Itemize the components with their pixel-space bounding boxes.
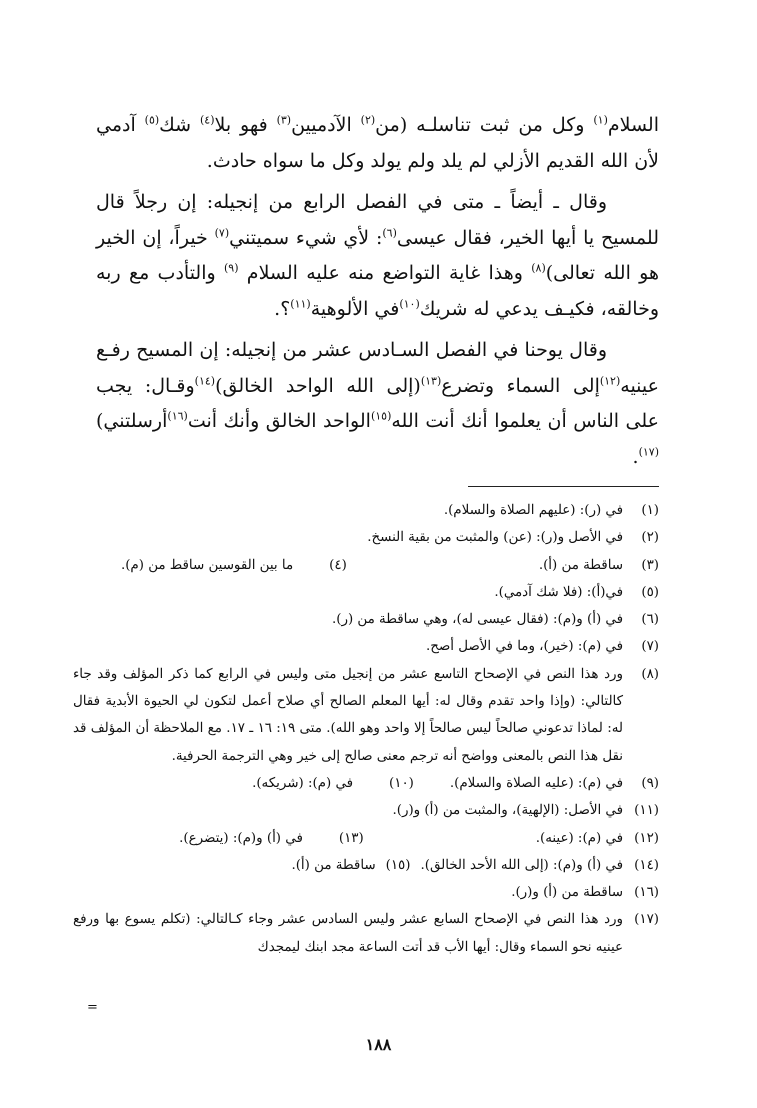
text-run: شك <box>159 114 200 136</box>
footnote-pair <box>252 770 623 797</box>
footnote-2 <box>73 524 659 551</box>
footnote-7 <box>73 633 659 660</box>
footnote-text: في (م): (شريكه). <box>252 775 354 791</box>
footnote-number: (٩) <box>641 775 659 791</box>
text-run: آدمي لأن الله القديم الأزلي لم يلد ولم يولد وكل ما سواه حادث. <box>96 114 659 172</box>
footnote-number: (١٠) <box>389 775 414 791</box>
footnote-text: ساقطة من (أ). <box>538 557 623 573</box>
footnote-number: (٤) <box>329 557 347 573</box>
text-run: وقـال: يجب على الناس أن يعلموا أنك أنت الله <box>96 374 660 432</box>
footnote-9-10 <box>73 770 659 797</box>
text-run: : لأي شيء سميتني <box>229 226 383 249</box>
footnote-text: في (م): (عليه الصلاة والسلام). <box>449 775 623 791</box>
footnote-text: في(أ): (فلا شك آدمي). <box>494 584 623 600</box>
footnote-text: ساقطة من (أ). <box>291 857 376 873</box>
footnote-text: ساقطة من (أ) و(ر). <box>511 885 623 901</box>
main-text <box>96 108 659 481</box>
footnote-number: (١) <box>641 503 659 518</box>
footnote-text: في (م): (عينه). <box>535 830 623 846</box>
footnotes <box>73 497 659 961</box>
footnote-ref[interactable]: (٨) <box>531 261 546 275</box>
footnote-ref[interactable]: (٢) <box>360 113 376 127</box>
paragraph-3 <box>96 333 659 475</box>
footnote-8 <box>73 661 659 770</box>
text-run: وقال ـ أيضاً ـ متى في الفصل الرابع من إنجيله: إن رجلاً قال للمسيح يا أيها الخير، فقال عيسى <box>96 191 659 249</box>
footnote-1 <box>73 497 659 524</box>
footnote-17 <box>73 906 659 961</box>
text-run: ؟. <box>274 297 291 320</box>
paragraph-1 <box>96 108 659 179</box>
text-run: أرسلتني) <box>96 410 168 432</box>
text-run: إلى السماء وتضرع <box>441 374 600 397</box>
footnote-ref[interactable]: (١٥) <box>370 409 392 423</box>
footnote-pair <box>179 825 623 852</box>
footnote-spacer <box>400 825 500 852</box>
footnote-number: (١٢) <box>634 830 659 846</box>
footnote-number: (١٧) <box>634 912 659 928</box>
footnote-text: في (ر): (عليهم الصلاة والسلام). <box>443 503 623 518</box>
footnote-number: (١٤) <box>634 857 659 873</box>
footnote-ref[interactable]: (١) <box>593 113 608 127</box>
footnote-text: ورد هذا النص في الإصحاح التاسع عشر من إنجيل متى وليس في الرابع كما ذكر المؤلف وقد جاء كالتالي: (وإذا واحد تقدم وقال له: أيها المعلم الصالح أي صلاح أعمل لتكون لي الحيوة الأبدية فقال له: لماذا تدعوني صالحاً ليس صالحاً إلا واحد وهو الله). متى ١٩: ١٦ ـ ١٧. مع الملاحظة أن المؤلف قد نقل هذا النص بالمعنى وواضح أنه ترجم معنى صالح إلى خير وهي الترجمة الحرفية. <box>73 666 623 764</box>
paragraph-2 <box>96 185 659 327</box>
text-run: الآدميين <box>291 114 361 136</box>
footnote-number: (٥) <box>641 584 659 600</box>
footnote-text: ما بين القوسين ساقط من (م). <box>120 557 294 573</box>
footnote-3-4 <box>73 552 659 579</box>
text-run: والتأدب مع ربه وخالقه، فكيـف يدعي له شريك <box>96 262 659 320</box>
footnote-text: في (أ) و(م): (فقال عيسى له)، وهي ساقطة من (ر). <box>332 612 623 628</box>
footnote-number: (١١) <box>634 803 659 819</box>
footnote-ref[interactable]: (٧) <box>214 226 230 240</box>
footnote-ref[interactable]: (٤) <box>199 113 215 127</box>
footnote-divider <box>468 486 659 487</box>
footnote-text: في (أ) و(م): (يتضرع). <box>179 830 303 846</box>
text-run: وكل من ثبت تناسلـه <box>407 114 594 136</box>
footnote-number: (٧) <box>641 639 659 655</box>
footnote-number: (١٥) <box>385 857 411 873</box>
footnote-pair <box>291 852 623 879</box>
footnote-12-13 <box>73 825 659 852</box>
footnote-14-15 <box>73 852 659 879</box>
footnote-text: في الأصل: (الإلهية)، والمثبت من (أ) و(ر). <box>392 803 623 819</box>
footnote-pair <box>121 552 623 579</box>
footnote-ref[interactable]: (١٤) <box>194 374 216 388</box>
text-run: فهو بلا <box>214 114 277 136</box>
footnote-text: في (م): (خير)، وما في الأصل أصح. <box>426 639 623 655</box>
footnote-11 <box>73 797 659 824</box>
footnote-text: في (أ) و(م): (إلى الله الأحد الخالق). <box>420 857 623 873</box>
footnote-ref[interactable]: (١٧) <box>638 445 659 459</box>
footnote-number: (٣) <box>641 557 659 573</box>
footnote-ref[interactable]: (١٠) <box>399 297 420 311</box>
text-run: (من <box>375 114 408 136</box>
footnote-5 <box>73 579 659 606</box>
footnote-text-secondary <box>383 552 503 579</box>
footnote-16 <box>73 879 659 906</box>
footnote-text: في الأصل و(ر): (عن) والمثبت من بقية النسخ. <box>367 530 623 546</box>
footnote-ref[interactable]: (١٢) <box>599 374 621 388</box>
footnote-ref[interactable]: (١٣) <box>420 374 442 388</box>
footnote-number: (٦) <box>641 612 659 628</box>
text-run: السلام <box>607 114 659 136</box>
footnote-text: ورد هذا النص في الإصحاح السابع عشر وليس السادس عشر وجاء كـالتالي: (تكلم يسوع بها ورفع عينيه نحو السماء وقال: أيها الأب قد أتت الساعة مجد ابنك ليمجدك <box>73 912 623 955</box>
footnote-number: (٢) <box>641 530 659 546</box>
continuation-mark: = <box>87 1000 98 1015</box>
page-number: ١٨٨ <box>365 1035 392 1054</box>
text-run: وقال يوحنا في الفصل السـادس عشر من إنجيله: إن المسيح رفـع عينيه <box>96 339 659 397</box>
footnote-number: (١٣) <box>338 830 364 846</box>
text-run: (إلى الله الواحد الخالق) <box>215 374 421 397</box>
footnote-6 <box>73 606 659 633</box>
text-run: الواحد الخالق وأنك أنت <box>187 410 371 432</box>
footnote-ref[interactable]: (٩) <box>223 261 239 275</box>
footnote-ref[interactable]: (١٦) <box>167 409 188 423</box>
text-run: خيراً، إن الخير هو الله تعالى) <box>96 226 660 284</box>
text-run: وهذا غاية التواضع منه عليه السلام <box>238 262 532 284</box>
footnote-ref[interactable]: (٣) <box>276 113 292 127</box>
footnote-ref[interactable]: (٥) <box>144 113 160 127</box>
footnote-number: (٨) <box>641 666 659 682</box>
text-run: . <box>632 445 639 468</box>
footnote-ref[interactable]: (٦) <box>382 226 397 240</box>
footnote-number: (١٦) <box>634 885 659 901</box>
footnote-ref[interactable]: (١١) <box>290 297 311 311</box>
text-run: في الألوهية <box>310 297 400 320</box>
